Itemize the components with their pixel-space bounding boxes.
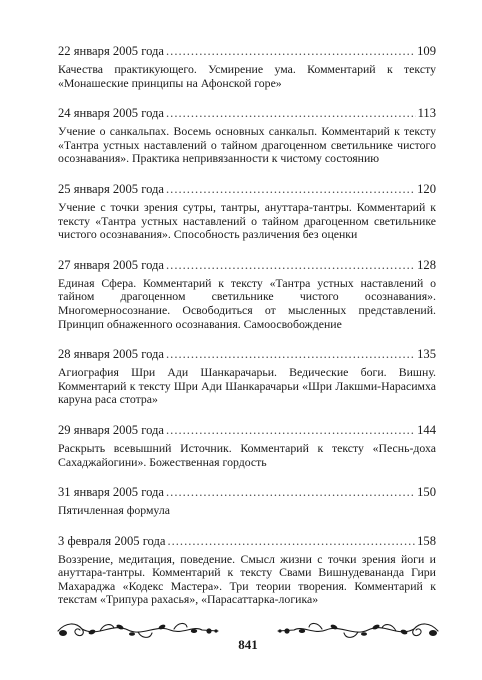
entry-page-number: 150 — [417, 485, 436, 500]
dot-leader — [166, 423, 415, 437]
dot-leader — [166, 44, 415, 58]
entry-page-number: 158 — [417, 533, 436, 548]
entry-date: 27 января 2005 года — [58, 257, 165, 272]
entry-description: Единая Сфера. Комментарий к тексту «Тантра устных наставлений о тайном драгоценном светильнике чистого осознавания». Многомерносознание. Освободиться от мысленных представлений. Принцип обнаженного осознавания. Самоосвобождение — [58, 275, 436, 331]
toc-entry-heading — [58, 485, 436, 499]
entry-description: Качества практикующего. Усмирение ума. Комментарий к тексту «Монашеские принципы на Афонской горе» — [58, 62, 436, 90]
entry-page-number: 135 — [417, 347, 436, 362]
toc-entry-heading — [58, 258, 436, 272]
entry-page-number: 113 — [417, 106, 436, 121]
entry-date: 29 января 2005 года — [58, 422, 165, 437]
toc-entry — [58, 258, 436, 331]
toc-entry-heading — [58, 347, 436, 361]
dot-leader — [166, 182, 415, 196]
entry-page-number: 128 — [417, 257, 436, 272]
toc-entry-heading — [58, 106, 436, 120]
page-number: 841 — [238, 637, 258, 652]
toc-entry — [58, 106, 436, 166]
entry-page-number: 109 — [417, 44, 436, 58]
toc-entry-heading — [58, 423, 436, 437]
entry-description: Раскрыть всевышний Источник. Комментарий к тексту «Песнь-доха Сахаджайогини». Божественная гордость — [58, 440, 436, 469]
dot-leader — [166, 106, 416, 120]
entry-description: Учение о санкальпах. Восемь основных санкальп. Комментарий к тексту «Тантра устных наставлений о тайном драгоценном светильнике чистого осознавания». Практика непривязанности к чистому состоянию — [58, 124, 436, 166]
toc-entry — [58, 347, 436, 407]
table-of-contents — [58, 44, 436, 623]
entry-page-number: 144 — [417, 422, 436, 437]
toc-entry — [58, 44, 436, 90]
page-footer — [52, 618, 444, 658]
entry-date: 31 января 2005 года — [58, 485, 165, 500]
entry-date: 22 января 2005 года — [58, 44, 165, 58]
toc-entry-heading — [58, 182, 436, 196]
toc-entry — [58, 485, 436, 518]
toc-entry-heading — [58, 534, 436, 548]
dot-leader — [167, 534, 415, 548]
dot-leader — [166, 485, 415, 499]
toc-entry — [58, 534, 436, 607]
dot-leader — [166, 347, 415, 361]
entry-description: Воззрение, медитация, поведение. Смысл жизни с точки зрения йоги и ануттара-тантры. Комментарий к тексту Свами Вишнудевананда Гири Махараджа «Кодекс Мастера». Три теории творения. Комментарий к текстам «Трипура рахасья», «Парасаттарка-логика» — [58, 551, 436, 607]
entry-description: Учение с точки зрения сутры, тантры, ануттара-тантры. Комментарий к тексту «Тантра устных наставлений о тайном драгоценном светильнике чистого осознавания». Способность различения без оценки — [58, 199, 436, 242]
entry-date: 28 января 2005 года — [58, 347, 165, 362]
toc-entry-heading — [58, 44, 436, 58]
entry-date: 3 февраля 2005 года — [58, 533, 166, 548]
entry-date: 25 января 2005 года — [58, 181, 165, 196]
entry-description: Агиография Шри Ади Шанкарачарьи. Ведические боги. Вишну. Комментарий к тексту Шри Ади Шанкарачарьи «Шри Лакшми-Нарасимха каруна раса стотра» — [58, 365, 436, 407]
toc-entry — [58, 182, 436, 242]
toc-entry — [58, 423, 436, 469]
entry-description: Пятичленная формула — [58, 503, 170, 518]
dot-leader — [166, 258, 415, 272]
entry-page-number: 120 — [417, 181, 436, 196]
entry-date: 24 января 2005 года — [58, 106, 165, 121]
